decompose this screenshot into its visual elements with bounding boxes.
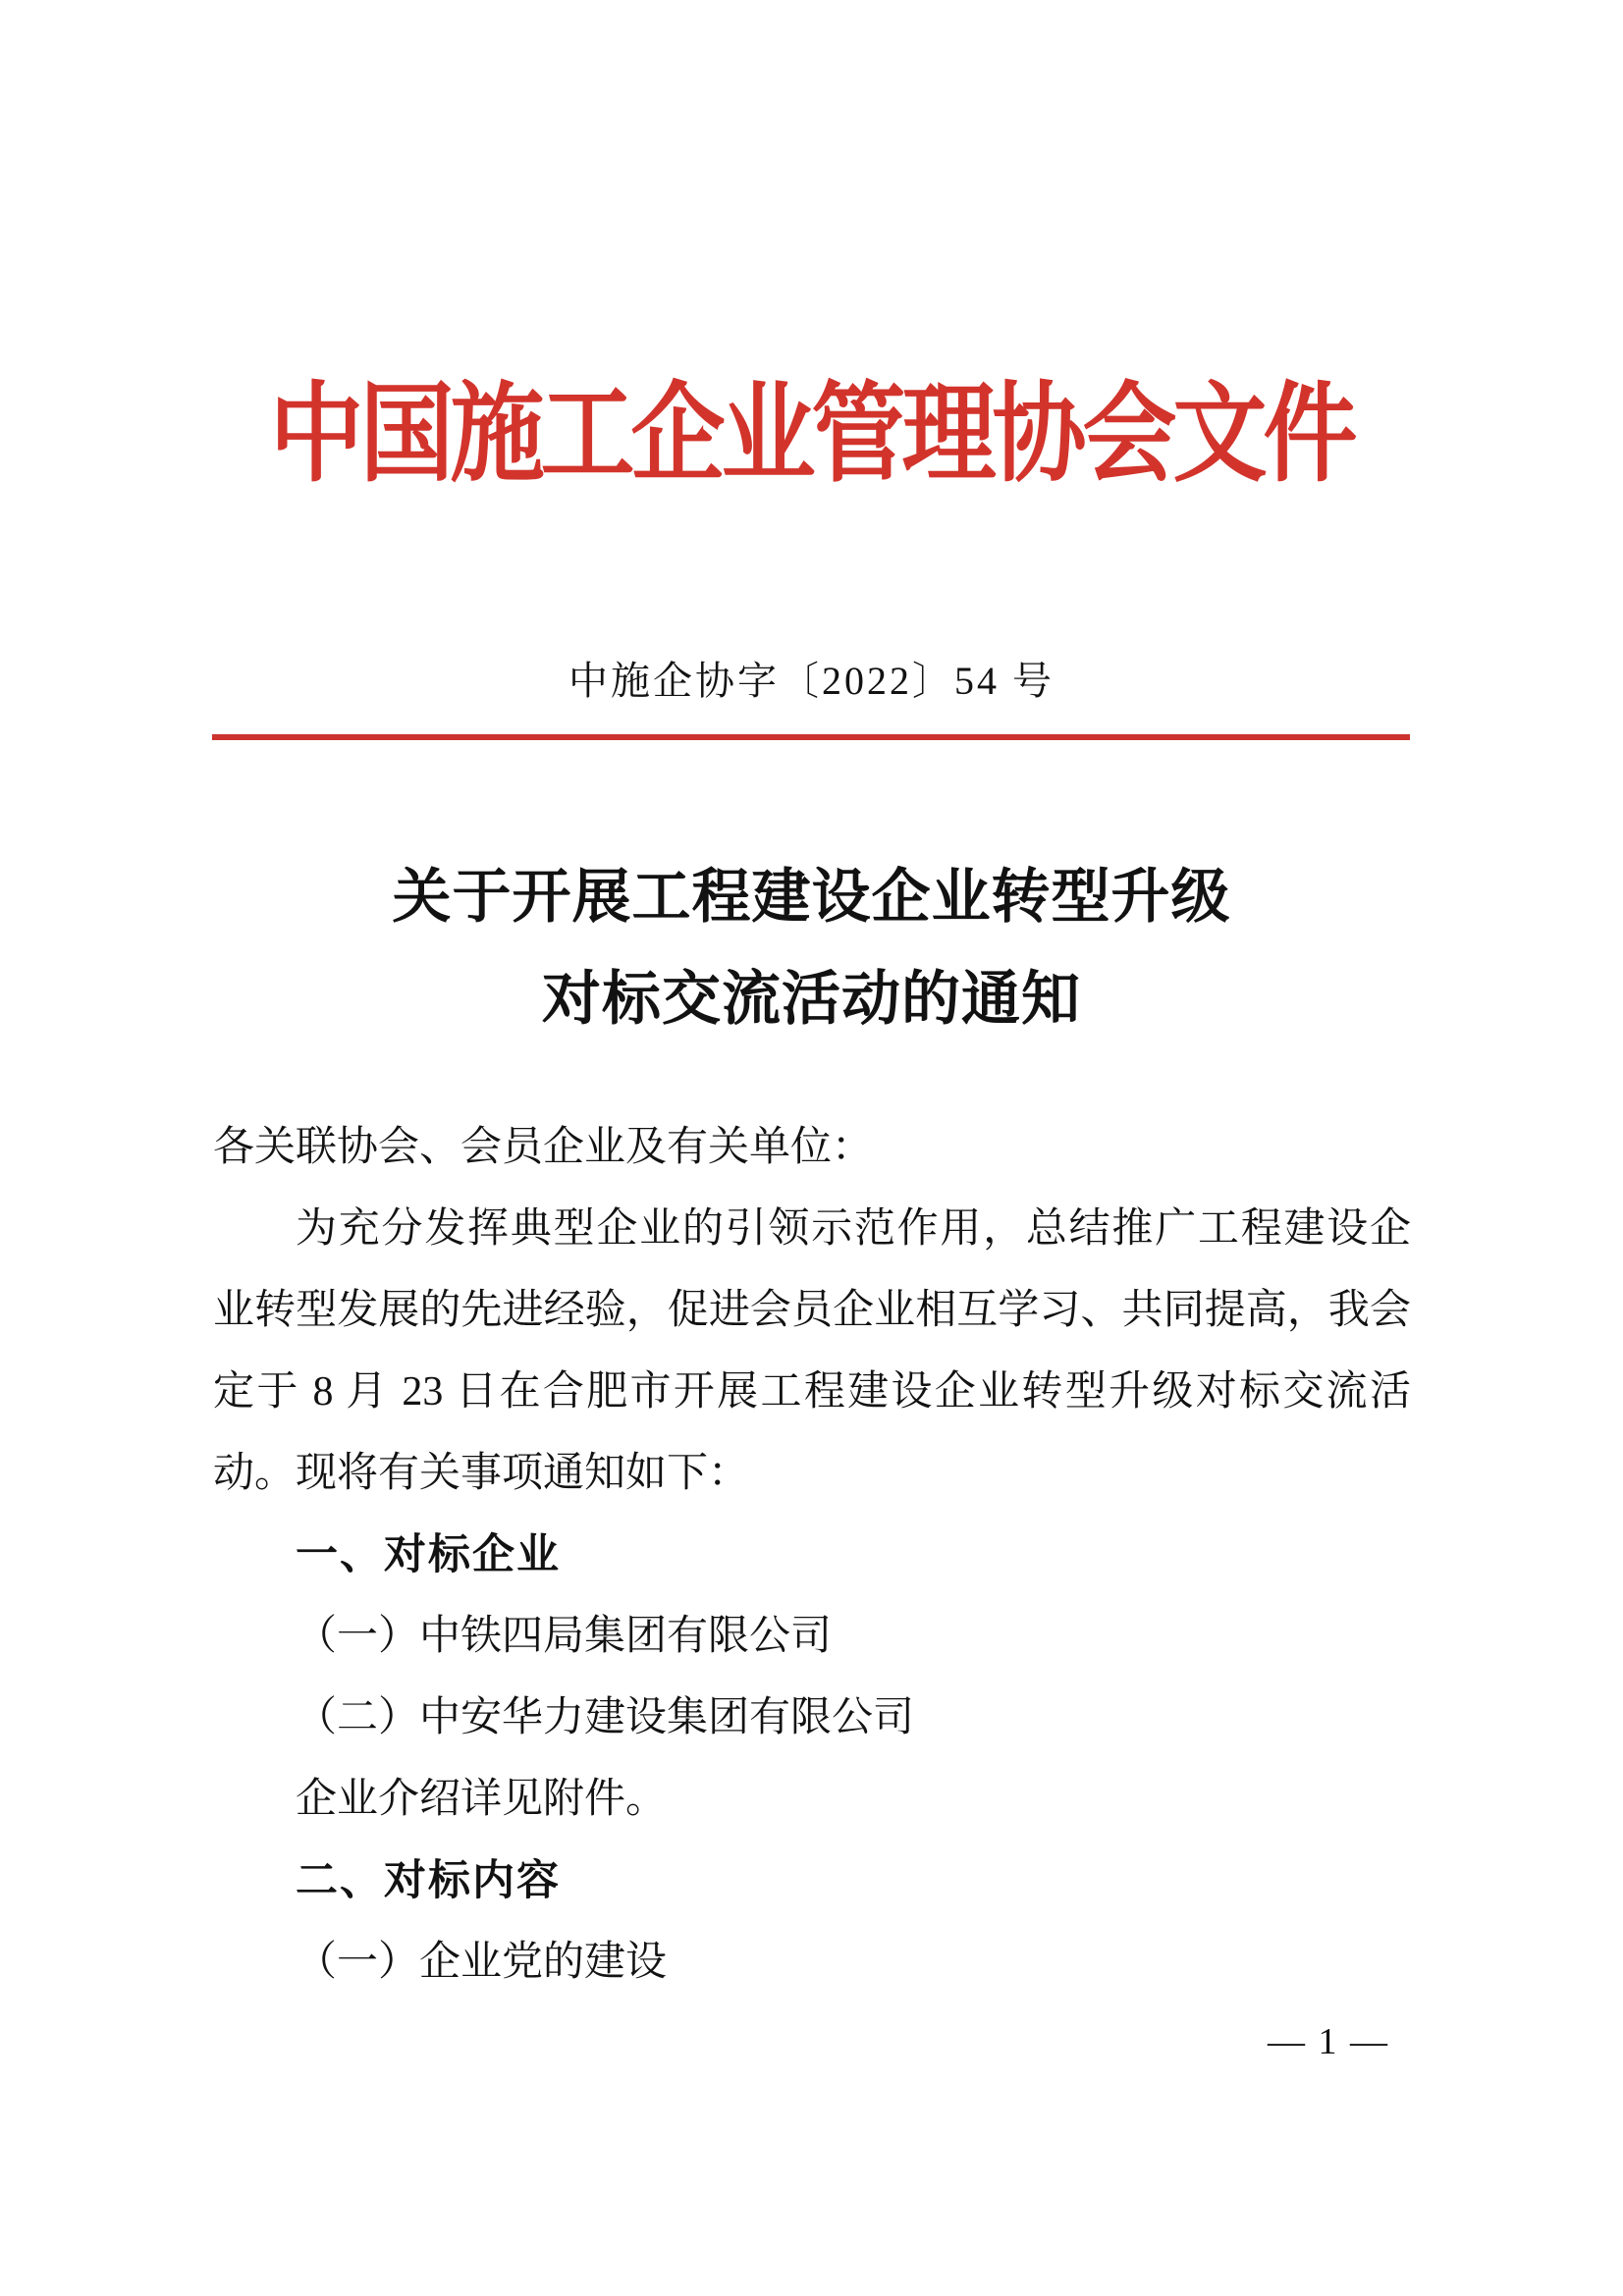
notice-title-line-1: 关于开展工程建设企业转型升级: [392, 865, 1231, 930]
section-1-item-1: （一）中铁四局集团有限公司: [296, 1614, 833, 1659]
paragraph-line-3: 定于 8 月 23 日在合肥市开展工程建设企业转型升级对标交流活: [213, 1369, 1411, 1415]
paragraph-line-1: 为充分发挥典型企业的引领示范作用，总结推广工程建设企: [296, 1206, 1411, 1252]
notice-title-line-2: 对标交流活动的通知: [542, 967, 1081, 1032]
paragraph-line-4: 动。现将有关事项通知如下：: [213, 1451, 750, 1496]
document-number: 中施企协字〔2022〕54 号: [568, 659, 1055, 703]
section-2-heading: 二、对标内容: [296, 1857, 561, 1904]
notice-body: [213, 1107, 1411, 2003]
section-1-note: 企业介绍详见附件。: [296, 1777, 668, 1822]
section-1-item-2: （二）中安华力建设集团有限公司: [296, 1695, 915, 1740]
org-masthead-text: 中国施工企业管理协会文件: [269, 374, 1354, 496]
section-2-item-1: （一）企业党的建设: [296, 1940, 668, 1985]
red-divider-rule: [212, 734, 1410, 740]
page-number: — 1 —: [1268, 2021, 1389, 2062]
notice-title: [0, 846, 1623, 1050]
paragraph-line-2: 业转型发展的先进经验，促进会员企业相互学习、共同提高，我会: [213, 1288, 1411, 1333]
org-masthead: [0, 374, 1623, 503]
section-1-heading: 一、对标企业: [296, 1531, 561, 1578]
salutation-line: 各关联协会、会员企业及有关单位：: [213, 1125, 874, 1170]
